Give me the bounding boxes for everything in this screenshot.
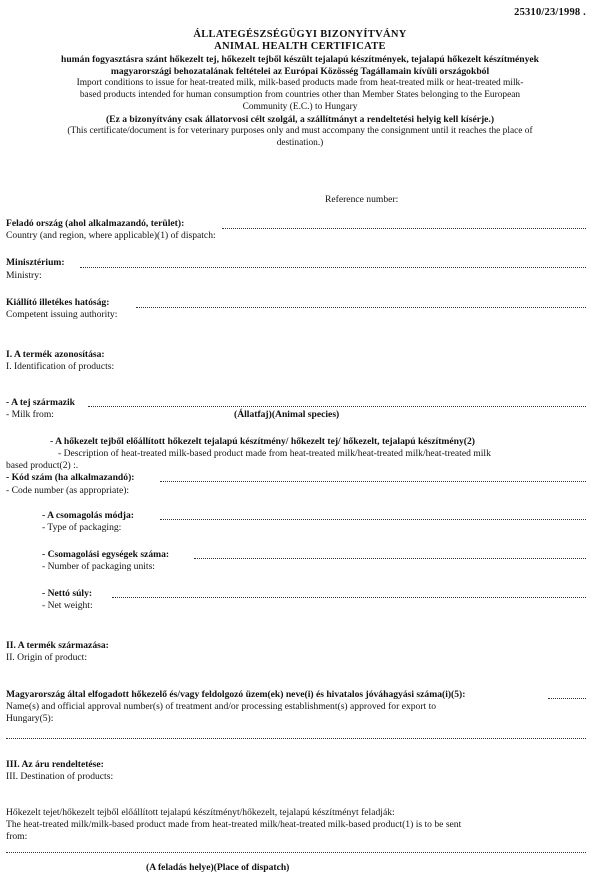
dispatch-label-en-2: from:	[6, 831, 28, 842]
code-dotted-line	[160, 481, 586, 482]
country-label-en: Country (and region, where applicable)(1) of dispatch:	[6, 230, 216, 241]
ministry-label-en: Ministry:	[6, 270, 42, 281]
net-weight-label-en: - Net weight:	[42, 600, 93, 611]
product-label-en-2: based product(2) :.	[6, 460, 79, 471]
note-hungarian: (Ez a bizonyítvány csak állatorvosi célt szolgál, a szállítmányt a rendeltetési helyig kell kísérje.)	[105, 114, 495, 125]
section-1-heading-hu: I. A termék azonosítása:	[6, 349, 105, 360]
intro-hu-line-1: humán fogyasztásra szánt hőkezelt tej, hőkezelt tejből készült tejalapú készítmények, tejalapú hőkezelt készítmények	[60, 54, 540, 65]
reference-number-label: Reference number:	[325, 194, 399, 205]
authority-dotted-line	[136, 307, 586, 308]
section-2-heading-en: II. Origin of product:	[6, 652, 87, 663]
approval-label-hu: Magyarország által elfogadott hőkezelő és/vagy feldolgozó üzem(ek) neve(i) és hivatalos jóváhagyási száma(i)(5):	[6, 689, 466, 700]
section-3-heading-en: III. Destination of products:	[6, 771, 114, 782]
dispatch-label-en-1: The heat-treated milk/milk-based product made from heat-treated milk/heat-treated milk-based product(1) is to be sent	[6, 819, 462, 830]
code-label-en: - Code number (as appropriate):	[6, 485, 130, 496]
net-weight-label-hu: - Nettó súly:	[42, 588, 93, 599]
intro-en-line-1: Import conditions to issue for heat-treated milk, milk-based products made from heat-treated milk or heat-treated milk-	[76, 78, 524, 88]
intro-en-line-2: based products intended for human consumption from countries other than Member States belonging to the European	[79, 90, 521, 100]
packaging-label-hu: - A csomagolás módja:	[42, 510, 134, 521]
code-label-hu: - Kód szám (ha alkalmazandó):	[6, 472, 135, 483]
units-label-en: - Number of packaging units:	[42, 561, 155, 572]
net-weight-dotted-line	[112, 597, 586, 598]
product-label-hu: - A hőkezelt tejből előállított hőkezelt tejalapú készítmény/ hőkezelt tej/ hőkezelt, tejalapú készítmény(2)	[50, 436, 475, 447]
intro-hu-line-2: magyarországi behozatalának feltételei az Európai Közösség Tagállamain kívüli országokból	[110, 66, 490, 77]
milk-from-label-en: - Milk from:	[6, 409, 54, 420]
dispatch-label-hu: Hőkezelt tejet/hőkezelt tejből előállított tejalapú készítményt/hőkezelt, tejalapú készítményt feladják:	[6, 807, 395, 818]
authority-label-hu: Kiállító illetékes hatóság:	[6, 297, 110, 308]
packaging-dotted-line	[160, 519, 586, 520]
dispatch-dotted-line	[6, 852, 586, 853]
title-english: ANIMAL HEALTH CERTIFICATE	[214, 41, 386, 52]
approval-label-en-2: Hungary(5):	[6, 713, 54, 724]
country-label-hu: Feladó ország (ahol alkalmazandó, terület):	[6, 218, 185, 229]
note-en-line-1: (This certificate/document is for veterinary purposes only and must accompany the consignment until it reaches the place of	[67, 126, 533, 136]
section-1-heading-en: I. Identification of products:	[6, 361, 115, 372]
section-3-heading-hu: III. Az áru rendeltetése:	[6, 759, 104, 770]
approval-label-en-1: Name(s) and official approval number(s) of treatment and/or processing establishment(s) approved for export to	[6, 701, 437, 712]
packaging-label-en: - Type of packaging:	[42, 522, 122, 533]
authority-label-en: Competent issuing authority:	[6, 309, 118, 320]
note-en-line-2: destination.)	[276, 138, 324, 148]
approval-dotted-line-short	[548, 698, 586, 699]
product-label-en-1: - Description of heat-treated milk-based product made from heat-treated milk/heat-treated milk/heat-treated milk	[58, 448, 491, 459]
title-hungarian: ÁLLATEGÉSZSÉGÜGYI BIZONYÍTVÁNY	[193, 29, 407, 40]
animal-species-label: (Állatfaj)(Animal species)	[234, 409, 340, 420]
document-number: 25310/23/1998 .	[514, 7, 586, 18]
country-dotted-line	[222, 228, 586, 229]
ministry-dotted-line	[80, 267, 586, 268]
milk-from-dotted-line	[88, 406, 586, 407]
milk-from-label-hu: - A tej származik	[6, 397, 76, 408]
section-2-heading-hu: II. A termék származása:	[6, 640, 109, 651]
intro-en-line-3: Community (E.C.) to Hungary	[242, 102, 358, 112]
ministry-label-hu: Minisztérium:	[6, 257, 65, 268]
place-of-dispatch-label: (A feladás helye)(Place of dispatch)	[146, 862, 290, 873]
units-label-hu: - Csomagolási egységek száma:	[42, 549, 170, 560]
approval-dotted-line	[6, 738, 586, 739]
units-dotted-line	[194, 558, 586, 559]
